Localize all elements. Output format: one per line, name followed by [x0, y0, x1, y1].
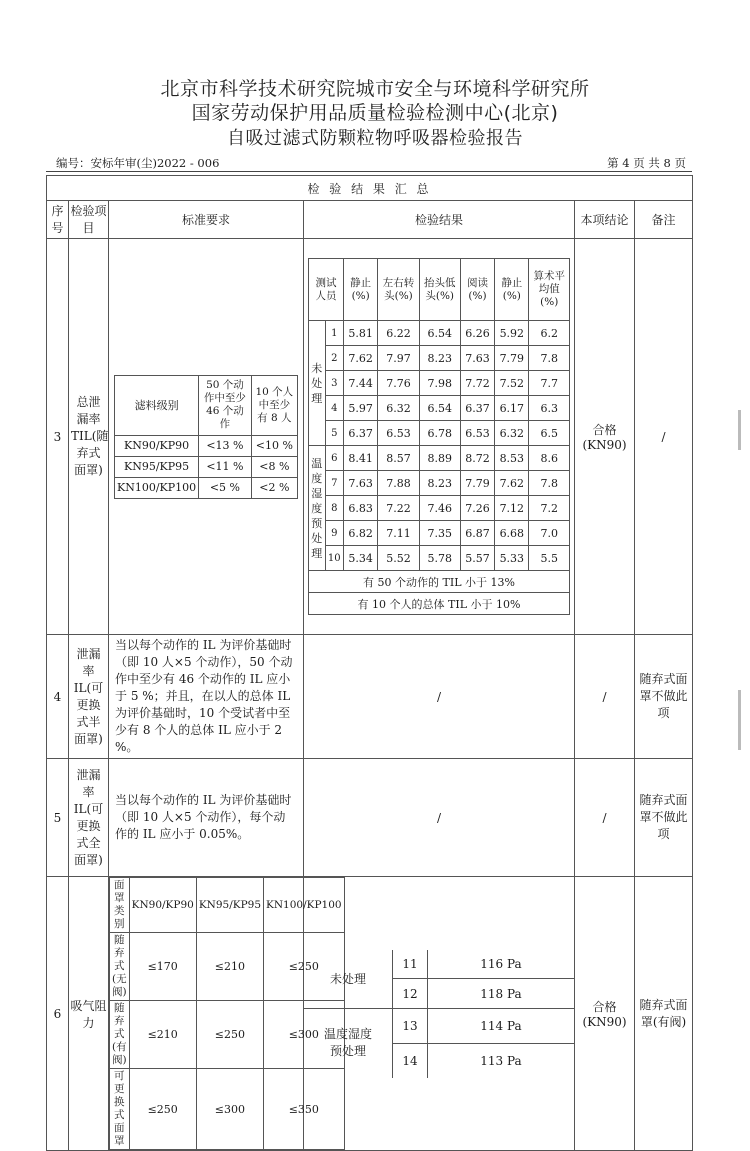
row4-remark: 随弃式面罩不做此项	[635, 635, 693, 759]
report-number: 编号：安标年审(尘)2022 - 006	[56, 156, 220, 170]
til-row	[309, 421, 570, 446]
res-cell: ≤170	[129, 933, 196, 1001]
req-cell: <11 %	[199, 456, 252, 477]
req-header-people: 10 个人中至少有 8 人	[251, 375, 297, 435]
row4-requirement: 当以每个动作的 IL 为评价基础时（即 10 人×5 个动作），50 个动作中至少有 46 个动作的 IL 应小于 5 %；并且，在以人的总体 IL 为评价基础时，10 个受试者中至少有 8 个人的总体 IL 应小于 2 %。	[109, 635, 304, 759]
til-value: 7.79	[460, 471, 494, 496]
til-value: 8.23	[419, 471, 460, 496]
til-row	[309, 446, 570, 471]
til-group-conditioned: 温度湿度预处理	[309, 446, 326, 571]
til-row	[309, 546, 570, 571]
til-person-index: 3	[325, 371, 343, 396]
til-value: 7.98	[419, 371, 460, 396]
col-seq: 序号	[47, 201, 69, 239]
til-person-index: 5	[325, 421, 343, 446]
row4-seq: 4	[47, 635, 69, 759]
table-row	[47, 239, 693, 635]
req-cell: <5 %	[199, 477, 252, 498]
res-header: KN95/KP95	[196, 878, 263, 933]
til-value: 7.52	[495, 371, 529, 396]
til-value: 7.8	[529, 346, 570, 371]
til-value: 7.63	[460, 346, 494, 371]
row3-conclusion: 合格(KN90)	[575, 239, 635, 635]
til-value: 7.62	[344, 346, 378, 371]
table-row	[47, 759, 693, 877]
resistance-results-table	[304, 950, 574, 1078]
til-person-index: 7	[325, 471, 343, 496]
row3-item: 总泄漏率TIL(随弃式面罩)	[69, 239, 109, 635]
til-value: 6.22	[378, 321, 419, 346]
til-person-index: 2	[325, 346, 343, 371]
til-summary-actions: 有 50 个动作的 TIL 小于 13%	[309, 571, 570, 593]
table-row	[47, 635, 693, 759]
res-value: 118 Pa	[428, 979, 575, 1009]
til-header-turn: 左右转头(%)	[378, 259, 419, 321]
til-value: 6.78	[419, 421, 460, 446]
row4-result: /	[304, 635, 575, 759]
req-header-grade: 滤料级别	[115, 375, 199, 435]
row6-requirement	[109, 877, 342, 1151]
res-sample: 12	[393, 979, 428, 1009]
row6-item: 吸气阻力	[69, 877, 109, 1151]
til-person-index: 8	[325, 496, 343, 521]
res-group-untreated: 未处理	[304, 950, 393, 1009]
til-value: 7.62	[495, 471, 529, 496]
header-rule	[46, 171, 692, 172]
til-row	[309, 321, 570, 346]
col-result: 检验结果	[304, 201, 575, 239]
til-person-index: 10	[325, 546, 343, 571]
row5-result: /	[304, 759, 575, 877]
res-value: 113 Pa	[428, 1044, 575, 1078]
til-value: 8.41	[344, 446, 378, 471]
til-value: 6.5	[529, 421, 570, 446]
row4-conclusion: /	[575, 635, 635, 759]
til-header-nod: 抬头低头(%)	[419, 259, 460, 321]
til-group-untreated: 未处理	[309, 321, 326, 446]
req-cell: <13 %	[199, 435, 252, 456]
til-row	[309, 496, 570, 521]
til-value: 6.68	[495, 521, 529, 546]
res-cell: 可更换式面罩	[110, 1069, 130, 1150]
til-row	[309, 346, 570, 371]
res-sample: 13	[393, 1009, 428, 1044]
row5-requirement: 当以每个动作的 IL 为评价基础时（即 10 人×5 个动作），每个动作的 IL 应小于 0.05%。	[109, 759, 304, 877]
til-value: 8.72	[460, 446, 494, 471]
results-summary-table	[46, 175, 693, 1151]
til-value: 8.53	[495, 446, 529, 471]
til-value: 6.54	[419, 321, 460, 346]
res-cell: ≤250	[264, 933, 345, 1001]
res-cell: 随弃式(无阀)	[110, 933, 130, 1001]
til-header-read: 阅读(%)	[460, 259, 494, 321]
res-cell: ≤250	[196, 1001, 263, 1069]
til-value: 6.83	[344, 496, 378, 521]
row3-result	[304, 239, 575, 635]
row5-remark: 随弃式面罩不做此项	[635, 759, 693, 877]
til-value: 7.26	[460, 496, 494, 521]
til-value: 7.88	[378, 471, 419, 496]
til-person-index: 6	[325, 446, 343, 471]
res-sample: 11	[393, 950, 428, 979]
til-header-mean: 算术平均值(%)	[529, 259, 570, 321]
center-name: 国家劳动保护用品质量检验检测中心(北京)	[191, 102, 559, 124]
til-value: 8.6	[529, 446, 570, 471]
res-cell: ≤250	[129, 1069, 196, 1150]
til-value: 7.7	[529, 371, 570, 396]
til-row	[309, 371, 570, 396]
page-indicator: 第 4 页 共 8 页	[607, 156, 686, 170]
req-cell: KN90/KP90	[115, 435, 199, 456]
col-requirement: 标准要求	[109, 201, 304, 239]
til-requirement-table	[114, 375, 298, 499]
til-value: 7.2	[529, 496, 570, 521]
til-person-index: 4	[325, 396, 343, 421]
til-value: 6.37	[344, 421, 378, 446]
til-value: 7.46	[419, 496, 460, 521]
til-value: 7.22	[378, 496, 419, 521]
til-value: 5.92	[495, 321, 529, 346]
til-value: 7.12	[495, 496, 529, 521]
til-header-person: 测试人员	[309, 259, 344, 321]
res-sample: 14	[393, 1044, 428, 1078]
row6-conclusion: 合格(KN90)	[575, 877, 635, 1151]
res-cell: ≤210	[129, 1001, 196, 1069]
table-row	[47, 877, 693, 1151]
til-value: 7.35	[419, 521, 460, 546]
til-value: 5.34	[344, 546, 378, 571]
til-value: 5.33	[495, 546, 529, 571]
res-header: KN90/KP90	[129, 878, 196, 933]
til-value: 7.0	[529, 521, 570, 546]
row3-seq: 3	[47, 239, 69, 635]
institute-name: 北京市科学技术研究院城市安全与环境科学研究所	[160, 78, 590, 100]
req-header-actions: 50 个动作中至少 46 个动作	[199, 375, 252, 435]
til-value: 8.23	[419, 346, 460, 371]
til-value: 6.17	[495, 396, 529, 421]
til-person-index: 1	[325, 321, 343, 346]
row5-conclusion: /	[575, 759, 635, 877]
row5-item: 泄漏率IL(可更换式全面罩)	[69, 759, 109, 877]
req-cell: KN95/KP95	[115, 456, 199, 477]
til-value: 6.54	[419, 396, 460, 421]
til-value: 7.79	[495, 346, 529, 371]
til-value: 8.57	[378, 446, 419, 471]
res-header: KN100/KP100	[264, 878, 345, 933]
til-value: 6.3	[529, 396, 570, 421]
til-person-index: 9	[325, 521, 343, 546]
req-cell: <8 %	[251, 456, 297, 477]
til-value: 6.53	[460, 421, 494, 446]
til-value: 5.97	[344, 396, 378, 421]
til-value: 6.26	[460, 321, 494, 346]
til-value: 7.72	[460, 371, 494, 396]
til-value: 7.11	[378, 521, 419, 546]
row3-remark: /	[635, 239, 693, 635]
col-remark: 备注	[635, 201, 693, 239]
til-value: 7.76	[378, 371, 419, 396]
til-value: 5.81	[344, 321, 378, 346]
til-row	[309, 396, 570, 421]
til-header-still2: 静止(%)	[495, 259, 529, 321]
scan-edge-mark	[738, 410, 741, 450]
til-value: 6.2	[529, 321, 570, 346]
til-value: 7.63	[344, 471, 378, 496]
til-results-table	[308, 258, 570, 615]
til-value: 5.57	[460, 546, 494, 571]
til-value: 5.52	[378, 546, 419, 571]
til-value: 8.89	[419, 446, 460, 471]
row3-requirement	[109, 239, 304, 635]
til-row	[309, 471, 570, 496]
col-item: 检验项目	[69, 201, 109, 239]
table-title: 检 验 结 果 汇 总	[47, 176, 693, 201]
til-value: 6.53	[378, 421, 419, 446]
res-value: 114 Pa	[428, 1009, 575, 1044]
res-cell: ≤300	[264, 1001, 345, 1069]
til-value: 6.32	[378, 396, 419, 421]
res-cell: ≤350	[264, 1069, 345, 1150]
til-header-still1: 静止(%)	[344, 259, 378, 321]
til-value: 6.32	[495, 421, 529, 446]
row5-seq: 5	[47, 759, 69, 877]
til-value: 7.97	[378, 346, 419, 371]
res-value: 116 Pa	[428, 950, 575, 979]
til-value: 6.37	[460, 396, 494, 421]
til-value: 5.5	[529, 546, 570, 571]
req-cell: KN100/KP100	[115, 477, 199, 498]
til-summary-people: 有 10 个人的总体 TIL 小于 10%	[309, 593, 570, 615]
til-value: 7.8	[529, 471, 570, 496]
res-header: 面罩类别	[110, 878, 130, 933]
row6-remark: 随弃式面罩(有阀)	[635, 877, 693, 1151]
til-value: 6.87	[460, 521, 494, 546]
req-cell: <2 %	[251, 477, 297, 498]
col-conclusion: 本项结论	[575, 201, 635, 239]
res-cell: 随弃式(有阀)	[110, 1001, 130, 1069]
req-cell: <10 %	[251, 435, 297, 456]
til-row	[309, 521, 570, 546]
row4-item: 泄漏率IL(可更换式半面罩)	[69, 635, 109, 759]
til-value: 7.44	[344, 371, 378, 396]
til-value: 5.78	[419, 546, 460, 571]
res-cell: ≤210	[196, 933, 263, 1001]
row6-seq: 6	[47, 877, 69, 1151]
res-group-conditioned: 温度湿度预处理	[304, 1009, 393, 1078]
res-cell: ≤300	[196, 1069, 263, 1150]
report-title: 自吸过滤式防颗粒物呼吸器检验报告	[227, 128, 523, 149]
til-value: 6.82	[344, 521, 378, 546]
scan-edge-mark	[738, 690, 741, 750]
